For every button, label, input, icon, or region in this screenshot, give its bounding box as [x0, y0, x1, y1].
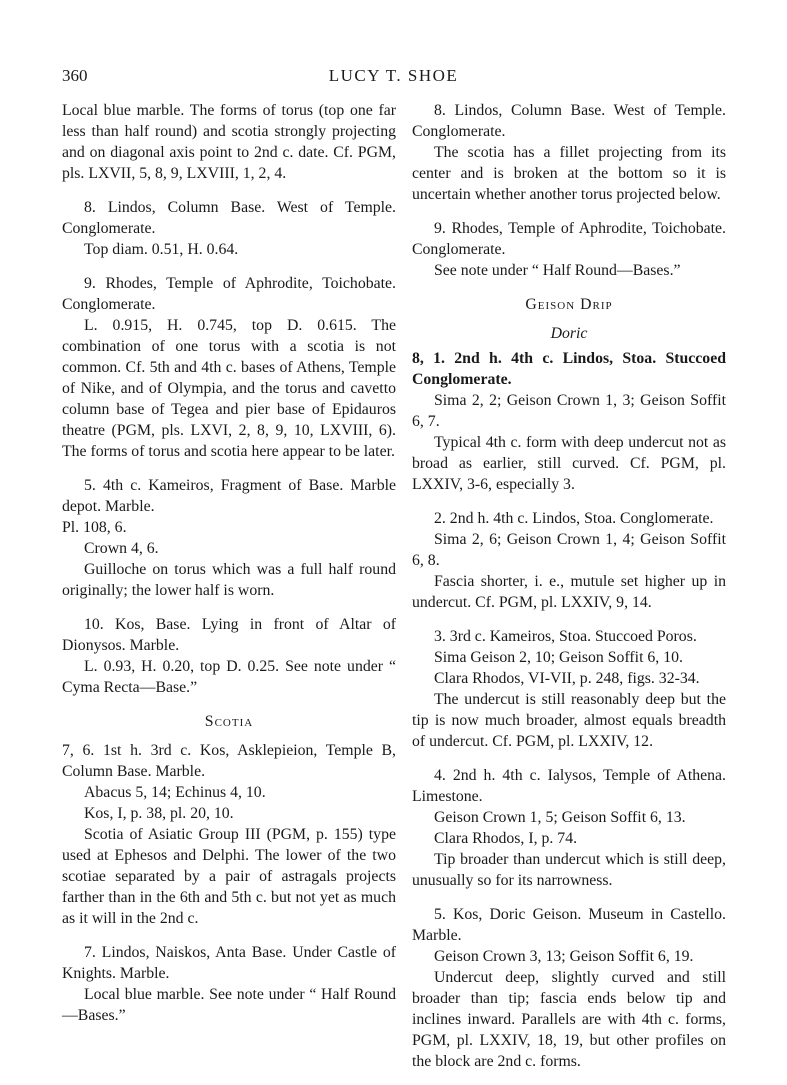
entry-heading: 7. Lindos, Naiskos, Anta Base. Under Castle of Knights. Marble.: [62, 944, 396, 982]
entry-5-kameiros: [62, 475, 396, 601]
entry-text: Local blue marble. The forms of torus (top one far less than half round) and scotia strongly projecting and on diagonal axis point to 2nd c. date. Cf. PGM, pls. LXVII, 5, 8, 9, LXVIII, 1, 2, 4.: [62, 102, 396, 182]
entry-heading: 5. Kos, Doric Geison. Museum in Castello. Marble.: [412, 906, 726, 944]
entry-ref: Clara Rhodos, I, p. 74.: [434, 830, 578, 847]
entry-note: Guilloche on torus which was a full half round originally; the lower half is worn.: [62, 561, 396, 599]
entry-heading: 2. 2nd h. 4th c. Lindos, Stoa. Conglomerate.: [434, 510, 714, 527]
entry-ref: Clara Rhodos, VI-VII, p. 248, figs. 32-34.: [434, 670, 700, 687]
entry-heading: 5. 4th c. Kameiros, Fragment of Base. Marble depot. Marble.: [62, 477, 396, 515]
entry-refs: Sima 2, 2; Geison Crown 1, 3; Geison Soffit 6, 7.: [412, 392, 726, 430]
entry-7-lindos: [62, 942, 396, 1026]
entry-detail: L. 0.915, H. 0.745, top D. 0.615. The combination of one torus with a scotia is not common. Cf. 5th and 4th c. bases of Athens, Temple of Nike, and of Olympia, and the torus and cavetto column base of Tegea and pier base of Epidauros theatre (PGM, pls. LXVI, 2, 8, 9, 10, LXVIII, 6). The forms of torus and scotia here appear to be later.: [62, 317, 396, 460]
entry-plate: Pl. 108, 6.: [62, 519, 127, 536]
entry-note: The undercut is still reasonably deep but the tip is now much broader, almost equals breadth of undercut. Cf. PGM, pl. LXXIV, 12.: [412, 691, 726, 750]
entry-2-lindos: [412, 508, 726, 613]
entry-refs: Sima 2, 6; Geison Crown 1, 4; Geison Soffit 6, 8.: [412, 531, 726, 569]
running-head: LUCY T. SHOE: [328, 66, 459, 85]
entry-note: Fascia shorter, i. e., mutule set higher up in undercut. Cf. PGM, pl. LXXIV, 9, 14.: [412, 573, 726, 611]
entry-heading: 8. Lindos, Column Base. West of Temple. Conglomerate.: [62, 199, 396, 237]
entry-5-kos: [412, 904, 726, 1072]
subheading-doric: Doric: [550, 325, 588, 342]
entry-detail: L. 0.93, H. 0.20, top D. 0.25. See note under “ Cyma Recta—Base.”: [62, 658, 396, 696]
entry-note: Typical 4th c. form with deep undercut not as broad as earlier, still curved. Cf. PGM, pl. LXXIV, 3-6, especially 3.: [412, 434, 726, 493]
entry-abacus: Abacus 5, 14; Echinus 4, 10.: [84, 784, 266, 801]
page-number: 360: [62, 66, 88, 85]
entry-ref: Kos, I, p. 38, pl. 20, 10.: [84, 805, 234, 822]
right-column: [412, 100, 726, 1085]
entry-note: See note under “ Half Round—Bases.”: [434, 262, 681, 279]
entry-refs: Geison Crown 3, 13; Geison Soffit 6, 19.: [434, 948, 694, 965]
entry-8-lindos: [62, 197, 396, 260]
page-header: [62, 66, 725, 90]
entry-heading: 7, 6. 1st h. 3rd c. Kos, Asklepieion, Temple B, Column Base. Marble.: [62, 742, 396, 780]
entry-8-1-lindos: [412, 348, 726, 495]
entry-detail: Top diam. 0.51, H. 0.64.: [84, 241, 239, 258]
entry-10-kos: [62, 614, 396, 698]
section-heading-scotia: Scotia: [204, 713, 254, 730]
entry-4-ialysos: [412, 765, 726, 891]
entry-note: Local blue marble. See note under “ Half Round—Bases.”: [62, 986, 396, 1024]
entry-intro: [62, 100, 396, 184]
entry-heading: 3. 3rd c. Kameiros, Stoa. Stuccoed Poros.: [434, 628, 697, 645]
entry-7-6-kos: [62, 740, 396, 929]
entry-heading: 8. Lindos, Column Base. West of Temple. Conglomerate.: [412, 102, 726, 140]
entry-9-rhodes: [62, 273, 396, 462]
entry-note: Undercut deep, slightly curved and still broader than tip; fascia ends below tip and inclines inward. Parallels are with 4th c. forms, PGM, pl. LXXIV, 18, 19, but other profiles on the block are 2nd c. forms.: [412, 969, 726, 1070]
entry-heading: 8, 1. 2nd h. 4th c. Lindos, Stoa. Stuccoed Conglomerate.: [412, 350, 726, 388]
entry-heading: 4. 2nd h. 4th c. Ialysos, Temple of Athena. Limestone.: [412, 767, 726, 805]
section-heading-geison-drip: Geison Drip: [525, 296, 613, 313]
entry-refs: Sima Geison 2, 10; Geison Soffit 6, 10.: [434, 649, 683, 666]
entry-note: Tip broader than undercut which is still deep, unusually so for its narrowness.: [412, 851, 726, 889]
entry-3-kameiros: [412, 626, 726, 752]
entry-note: Scotia of Asiatic Group III (PGM, p. 155) type used at Ephesos and Delphi. The lower of the two scotiae separated by a pair of astragals projects farther than in the 6th and 5th c. but not yet as much as it will in the 2nd c.: [62, 826, 396, 927]
entry-note: The scotia has a fillet projecting from its center and is broken at the bottom so it is uncertain whether another torus projected below.: [412, 144, 726, 203]
entry-crown: Crown 4, 6.: [84, 540, 159, 557]
entry-heading: 9. Rhodes, Temple of Aphrodite, Toichobate. Conglomerate.: [62, 275, 396, 313]
entry-8-lindos-right: [412, 100, 726, 205]
entry-9-rhodes-right: [412, 218, 726, 281]
entry-heading: 10. Kos, Base. Lying in front of Altar of Dionysos. Marble.: [62, 616, 396, 654]
left-column: [62, 100, 396, 1039]
entry-heading: 9. Rhodes, Temple of Aphrodite, Toichobate. Conglomerate.: [412, 220, 726, 258]
entry-refs: Geison Crown 1, 5; Geison Soffit 6, 13.: [434, 809, 686, 826]
